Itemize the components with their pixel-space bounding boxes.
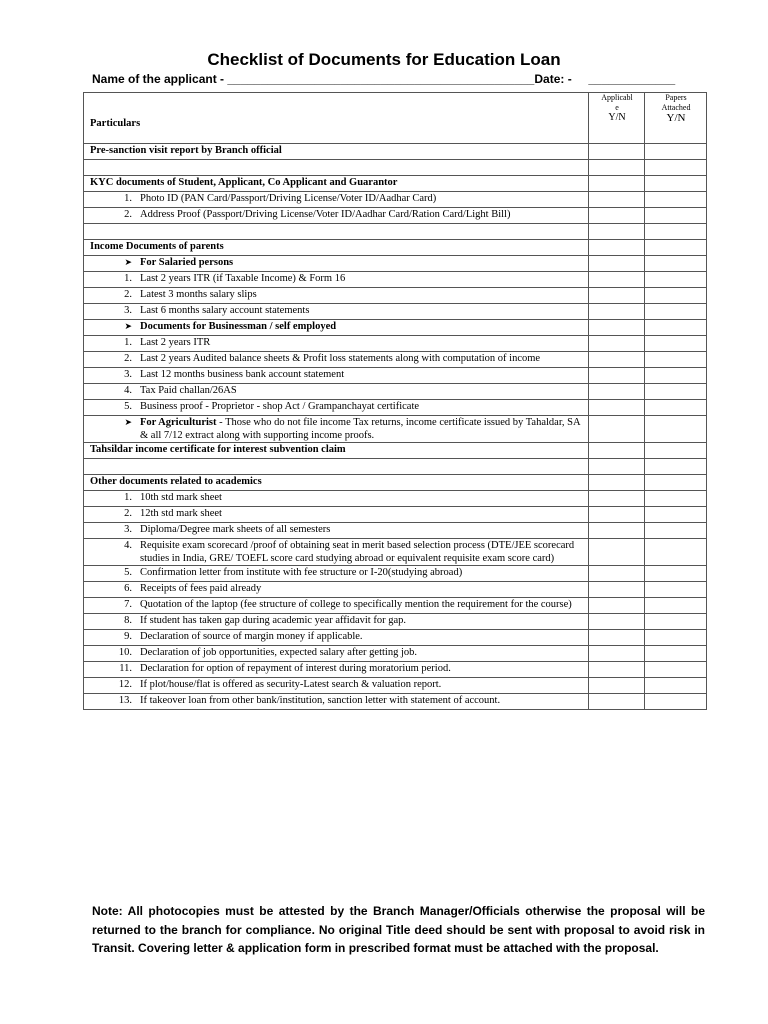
table-row: 2. Latest 3 months salary slips — [84, 288, 707, 304]
table-row: 2. Last 2 years Audited balance sheets & Profit loss statements along with computation of income — [84, 352, 707, 368]
name-label: Name of the applicant - — [92, 72, 228, 86]
arrow-bullet-icon: ➤ — [124, 321, 132, 331]
table-row — [84, 256, 707, 272]
papers-attached-header: Papers Attached Y/N — [645, 93, 707, 144]
table-row — [84, 475, 707, 491]
applicable-cell[interactable] — [589, 144, 645, 160]
table-row: 3. Last 12 months business bank account statement — [84, 368, 707, 384]
table-row: 5. Confirmation letter from institute with fee structure or I-20(studying abroad) — [84, 566, 707, 582]
business-heading: Documents for Businessman / self employed — [140, 321, 337, 332]
table-row: 3. Diploma/Degree mark sheets of all semesters — [84, 523, 707, 539]
salaried-heading: For Salaried persons — [140, 257, 234, 268]
name-blank: ______________________________________________ — [227, 72, 535, 86]
compliance-note: Note: All photocopies must be attested by the Branch Manager/Officials otherwise the proposal will be returned to the branch for compliance. No original Title deed should be sent with proposal to avoid risk in Transit. Covering letter & application form in prescribed format must be attached with the proposal. — [92, 904, 705, 955]
particulars-header: Particulars — [84, 93, 589, 144]
table-row — [84, 443, 707, 459]
kyc-item: Address Proof (Passport/Driving License/Voter ID/Aadhar Card/Ration Card/Light Bill) — [140, 209, 511, 220]
table-header-row — [84, 93, 707, 144]
arrow-bullet-icon: ➤ — [124, 417, 132, 427]
table-row — [84, 144, 707, 160]
tahsildar-row: Tahsildar income certificate for interest subvention claim — [84, 443, 589, 459]
table-row: 10. Declaration of job opportunities, expected salary after getting job. — [84, 646, 707, 662]
table-row: 3. Last 6 months salary account statements — [84, 304, 707, 320]
table-row: 8. If student has taken gap during academic year affidavit for gap. — [84, 614, 707, 630]
table-row: 11. Declaration for option of repayment of interest during moratorium period. — [84, 662, 707, 678]
date-blank: _____________ — [588, 72, 676, 86]
table-row — [84, 320, 707, 336]
income-heading: Income Documents of parents — [84, 240, 589, 256]
table-row — [84, 176, 707, 192]
table-row: 9. Declaration of source of margin money if applicable. — [84, 630, 707, 646]
page-title: Checklist of Documents for Education Loan — [207, 50, 561, 69]
table-row: 2. Address Proof (Passport/Driving License/Voter ID/Aadhar Card/Ration Card/Light Bill) — [84, 208, 707, 224]
table-row: ➤ For Agriculturist - Those who do not file income Tax returns, income certificate issued by Tahaldar, SA & all 7/12 extract along with supporting income proofs. — [84, 416, 707, 443]
kyc-heading: KYC documents of Student, Applicant, Co Applicant and Guarantor — [84, 176, 589, 192]
table-row-empty — [84, 224, 707, 240]
kyc-item: Photo ID (PAN Card/Passport/Driving License/Voter ID/Aadhar Card) — [140, 193, 437, 204]
table-row: 1. Last 2 years ITR — [84, 336, 707, 352]
table-row: 5. Business proof - Proprietor - shop Act / Grampanchayat certificate — [84, 400, 707, 416]
table-row: 13. If takeover loan from other bank/institution, sanction letter with statement of account. — [84, 694, 707, 710]
table-row: 12. If plot/house/flat is offered as security-Latest search & valuation report. — [84, 678, 707, 694]
table-row: 4. Tax Paid challan/26AS — [84, 384, 707, 400]
table-row: 2. 12th std mark sheet — [84, 507, 707, 523]
arrow-bullet-icon: ➤ — [124, 257, 132, 267]
table-row: 1. Photo ID (PAN Card/Passport/Driving License/Voter ID/Aadhar Card) — [84, 192, 707, 208]
attached-cell[interactable] — [645, 144, 707, 160]
checklist-table — [83, 92, 707, 710]
table-row: 1. 10th std mark sheet — [84, 491, 707, 507]
table-row: 1. Last 2 years ITR (if Taxable Income) & Form 16 — [84, 272, 707, 288]
date-label: Date: - — [534, 72, 576, 86]
table-row: 7. Quotation of the laptop (fee structure of college to specifically mention the requirement for the course) — [84, 598, 707, 614]
academics-heading: Other documents related to academics — [84, 475, 589, 491]
table-row — [84, 240, 707, 256]
table-row-empty — [84, 160, 707, 176]
table-row-empty — [84, 459, 707, 475]
pre-sanction-row: Pre-sanction visit report by Branch official — [84, 144, 589, 160]
table-row: 6. Receipts of fees paid already — [84, 582, 707, 598]
applicable-header: Applicabl e Y/N — [589, 93, 645, 144]
applicant-line — [92, 72, 692, 86]
table-row: 4. Requisite exam scorecard /proof of obtaining seat in merit based selection process (DTE/JEE scorecard studies in India, GRE/ TOEFL score card studying abroad or equivalent requisite exam score card) — [84, 539, 707, 566]
agriculturist-heading: For Agriculturist — [140, 417, 217, 428]
